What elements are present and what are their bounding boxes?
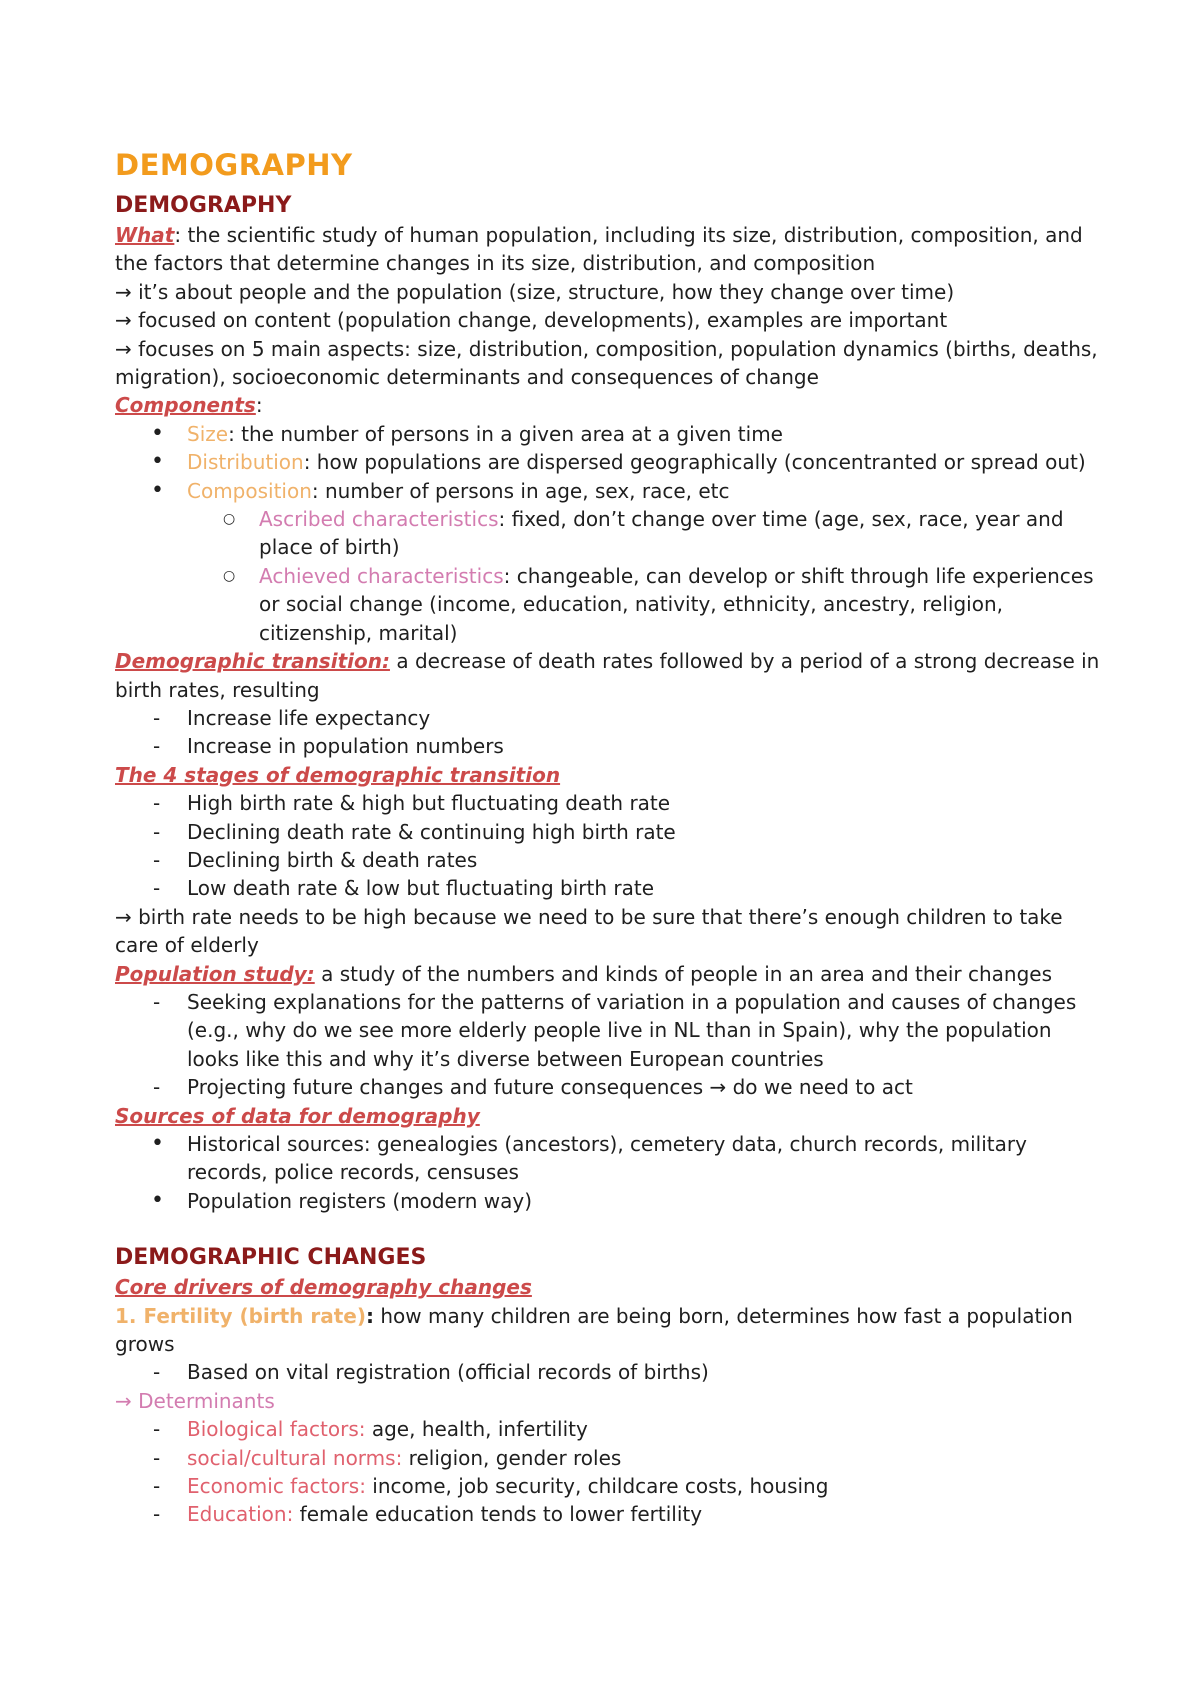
components-list: [115, 420, 1100, 505]
characteristic-term: Ascribed characteristics: [259, 507, 499, 532]
determinant-term: social/cultural norms:: [187, 1445, 403, 1470]
list-item: [115, 477, 1100, 505]
determinant-text: age, health, infertility: [365, 1417, 588, 1442]
list-item: [115, 1472, 1100, 1500]
arrow-note: → focuses on 5 main aspects: size, distribution, composition, population dynamics (births, deaths, migration), socioeconomic determinants and consequences of change: [115, 336, 1098, 390]
list-item: - Low death rate & low but fluctuating birth rate: [115, 874, 1100, 902]
fertility-label: 1. Fertility (birth rate): [115, 1303, 367, 1328]
list-item: [115, 1500, 1100, 1528]
birth-rate-note: → birth rate needs to be high because we need to be sure that there’s enough children to take care of elderly: [115, 904, 1063, 958]
fertility-text: how many children are being born, determines how fast a population grows: [115, 1303, 1073, 1357]
characteristics-list: [115, 505, 1100, 647]
transition-text: a decrease of death rates followed by a period of a strong decrease in birth rates, resulting: [115, 649, 1100, 702]
document-page: [115, 145, 1100, 1529]
study-text: a study of the numbers and kinds of people in an area and their changes: [314, 961, 1053, 986]
transition-label: Demographic transition:: [115, 649, 390, 674]
transition-paragraph: [115, 647, 1100, 704]
list-item: - Increase life expectancy: [115, 704, 1100, 732]
determinant-term: Education:: [187, 1502, 294, 1527]
stages-heading: [115, 761, 1100, 789]
determinant-term: Economic factors:: [187, 1474, 366, 1499]
fertility-paragraph: [115, 1302, 1100, 1359]
study-label: Population study:: [115, 961, 315, 986]
list-item: - Based on vital registration (official records of births): [115, 1358, 1100, 1386]
section-heading-demography: DEMOGRAPHY: [115, 193, 292, 218]
stages-label: The 4 stages of demographic transition: [115, 762, 561, 787]
what-text: : the scientific study of human population, including its size, distribution, composition, and the factors that determine changes in its size, distribution, and composition: [115, 223, 1083, 276]
drivers-label: Core drivers of demography changes: [115, 1275, 532, 1300]
determinant-text: income, job security, childcare costs, housing: [365, 1474, 829, 1499]
component-term: Size: [187, 421, 229, 446]
components-heading: [115, 391, 1100, 419]
arrow-note: → it’s about people and the population (size, structure, how they change over time): [115, 279, 955, 304]
study-list: [115, 988, 1100, 1102]
components-colon: :: [255, 393, 263, 418]
list-item: [115, 420, 1100, 448]
determinant-text: female education tends to lower fertility: [293, 1502, 703, 1527]
fertility-list: [115, 1358, 1100, 1386]
list-item: [115, 562, 1100, 647]
list-item: - High birth rate & high but fluctuating death rate: [115, 789, 1100, 817]
list-item: [115, 1415, 1100, 1443]
list-item: [115, 505, 1100, 562]
determinants-list: [115, 1415, 1100, 1529]
list-item: - Seeking explanations for the patterns of variation in a population and causes of changes (e.g., why do we see more elderly people live in NL than in Spain), why the population looks like this and why it’s diverse between European countries: [115, 988, 1100, 1073]
characteristic-text: : fixed, don’t change over time (age, sex, race, year and place of birth): [259, 507, 1064, 560]
determinant-term: Biological factors:: [187, 1417, 366, 1442]
section-heading-demographic-changes: DEMOGRAPHIC CHANGES: [115, 1245, 427, 1271]
stages-list: [115, 789, 1100, 903]
list-item: - Increase in population numbers: [115, 732, 1100, 760]
sources-list: [115, 1130, 1100, 1215]
list-item: • Historical sources: genealogies (ancestors), cemetery data, church records, military records, police records, censuses: [115, 1130, 1100, 1187]
sources-label: Sources of data for demography: [115, 1103, 480, 1128]
what-paragraph: [115, 221, 1100, 278]
determinant-text: religion, gender roles: [402, 1445, 622, 1470]
components-label: Components: [115, 393, 256, 418]
characteristic-text: : changeable, can develop or shift through life experiences or social change (income, education, nativity, ethnicity, ancestry, religion, citizenship, marital): [259, 563, 1094, 645]
drivers-heading: [115, 1273, 1100, 1301]
determinants-label: → Determinants: [115, 1388, 275, 1413]
component-text: : how populations are dispersed geographically (concentranted or spread out): [303, 450, 1086, 475]
study-paragraph: [115, 960, 1100, 988]
list-item: [115, 448, 1100, 476]
list-item: - Declining death rate & continuing high birth rate: [115, 818, 1100, 846]
component-text: : number of persons in age, sex, race, etc: [311, 478, 730, 503]
what-label: What: [115, 223, 175, 247]
transition-list: [115, 704, 1100, 761]
arrow-note: → focused on content (population change, developments), examples are important: [115, 308, 948, 333]
component-term: Distribution: [187, 450, 304, 475]
document-title: DEMOGRAPHY: [115, 148, 353, 182]
list-item: • Population registers (modern way): [115, 1187, 1100, 1215]
fertility-colon: :: [366, 1303, 375, 1328]
list-item: [115, 1444, 1100, 1472]
list-item: - Projecting future changes and future consequences → do we need to act: [115, 1073, 1100, 1101]
component-term: Composition: [187, 478, 312, 503]
characteristic-term: Achieved characteristics: [259, 563, 504, 588]
list-item: - Declining birth & death rates: [115, 846, 1100, 874]
component-text: : the number of persons in a given area at a given time: [228, 421, 783, 446]
sources-heading: [115, 1102, 1100, 1130]
